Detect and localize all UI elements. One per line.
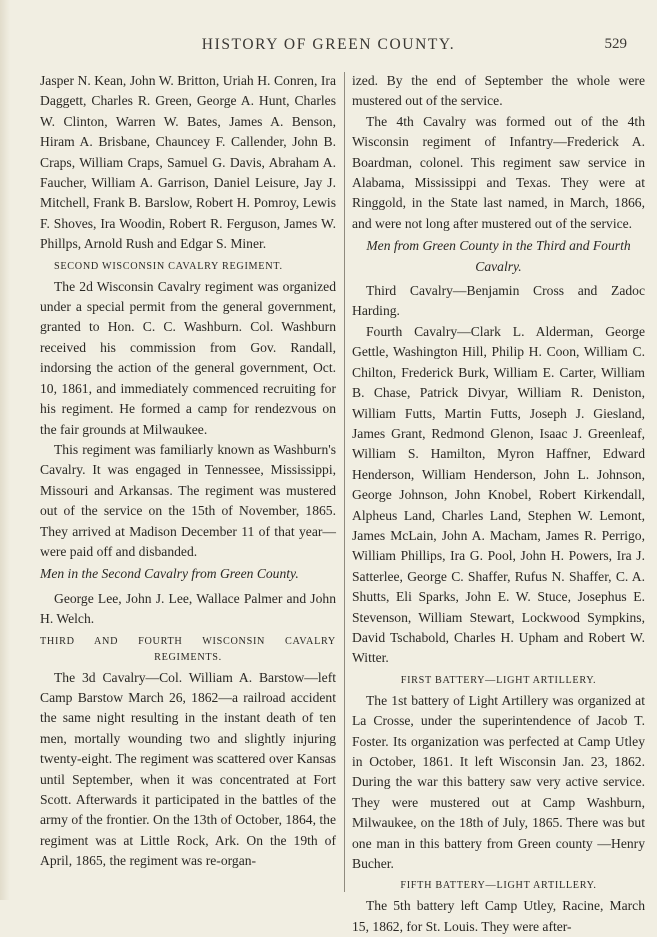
subheading-second-cavalry-men: Men in the Second Cavalry from Green County. [40,566,299,582]
paragraph-third-cavalry-men: Third Cavalry—Benjamin Cross and Zadoc Harding. [352,283,645,319]
page-header [0,36,657,60]
column-divider [344,72,345,892]
paragraph-first-battery: The 1st battery of Light Artillery was organized at La Crosse, under the superintendence of Jacob T. Foster. Its organization was perfected at Camp Utley in October, 1861. It left Wisconsin Jan. 23, 1862. During the war this battery saw very active service. They were mustered out at Camp Washburn, Milwaukee, on the 18th of July, 1865. There was but one man in this battery from Green county —Henry Bucher. [352,692,645,872]
running-title: HISTORY OF GREEN COUNTY. [201,36,456,53]
paragraph-second-cavalry-men: George Lee, John J. Lee, Wallace Palmer and John H. Welch. [40,590,336,627]
right-column [352,71,645,937]
page-number: 529 [604,36,627,52]
page-edge [0,0,10,900]
paragraph-second-cavalry-service: This regiment was familiarly known as Washburn's Cavalry. It was engaged in Tennessee, Mississippi, Missouri and Arkansas. The regiment was mustered out of the service on the 15th of November, 1865. They arrived at Madison December 11 of that year—were paid off and disbanded. [40,441,336,559]
section-heading-third-fourth-cavalry: THIRD AND FOURTH WISCONSIN CAVALRY REGIMENTS. [40,635,336,663]
paragraph-fourth-cavalry-men: Fourth Cavalry—Clark L. Alderman, George Gettle, Washington Hill, Philip H. Coon, William C. Chilton, Frederick Burk, William E. Carter, William B. Chase, Patrick Divyar, William R. Deniston, William Futts, Martin Futts, Joseph J. Giesland, James Grant, Redmond Glenon, Isaac J. Greenleaf, William S. Hamilton, Myron Haffner, Edward Henderson, William Henderson, John L. Johnson, George Johnson, John Knobel, Robert Kirkendall, Alpheus Land, Charles Land, Stephen W. Lemont, James McLain, John A. Macham, James R. Perrigo, William Phillips, Ira G. Pool, John H. Powers, Ira J. Satterlee, George C. Shaffer, Rufus N. Shaffer, C. A. Shutts, Eli Sparks, John E. W. Stuce, Josephus E. Stevenson, William Stewart, Lockwood Sympkins, David Tschabold, Charles H. Upham and Robert W. Witter. [352,323,645,666]
paragraph-third-cavalry-history: The 3d Cavalry—Col. William A. Barstow—left Camp Barstow March 26, 1862—a railroad accident the same night resulting in the instant death of ten men, mortally wounding two and slightly injuring twenty-eight. The regiment was scattered over Kansas until September, when it was concentrated at Fort Scott. Afterwards it participated in the battles of the army of the frontier. On the 13th of October, 1864, the regiment was at Little Rock, Ark. On the 19th of April, 1865, the regiment was re-organ- [40,669,336,869]
section-heading-second-cavalry: SECOND WISCONSIN CAVALRY REGIMENT. [54,260,283,272]
left-column [40,71,336,872]
paragraph-fifth-battery: The 5th battery left Camp Utley, Racine, March 15, 1862, for St. Louis. They were after- [352,898,645,934]
section-heading-first-battery: FIRST BATTERY—LIGHT ARTILLERY. [400,674,597,686]
paragraph-names-continued: Jasper N. Kean, John W. Britton, Uriah H. Conren, Ira Daggett, Charles R. Green, George A. Hunt, Charles W. Clinton, Warren W. Bates, James A. Benson, Hiram A. Brisbane, Chauncey F. Callender, John B. Craps, William Craps, Samuel G. Davis, Abraham A. Faucher, William A. Garrison, Daniel Leisure, Jay J. Mitchell, Frank B. Barslow, Robert H. Pomroy, Lewis F. Shoves, Ira Woodin, Robert R. Ferguson, James W. Phillps, Arnold Rush and Edgar S. Miner. [40,73,336,252]
paragraph-fourth-cavalry-history: The 4th Cavalry was formed out of the 4th Wisconsin regiment of Infantry—Frederick A. Boardman, colonel. This regiment saw service in Alabama, Mississippi and Texas. They were at Ringgold, in the State last named, in March, 1866, and were not long after mustered out of the service. [352,113,645,231]
subheading-third-fourth-cavalry-men: Men from Green County in the Third and Fourth Cavalry. [366,238,631,274]
section-heading-fifth-battery: FIFTH BATTERY—LIGHT ARTILLERY. [400,880,597,892]
paragraph-second-cavalry-organization: The 2d Wisconsin Cavalry regiment was organized under a special permit from the general government, granted to Hon. C. C. Washburn. Col. Washburn received his commission from Gov. Randall, indorsing the action of the general government, Oct. 10, 1861, and immediately commenced recruiting for his regiment. He formed a camp for rendezvous on the fair grounds at Milwaukee. [40,278,336,437]
paragraph-continued-text: ized. By the end of September the whole were mustered out of the service. [352,73,645,109]
